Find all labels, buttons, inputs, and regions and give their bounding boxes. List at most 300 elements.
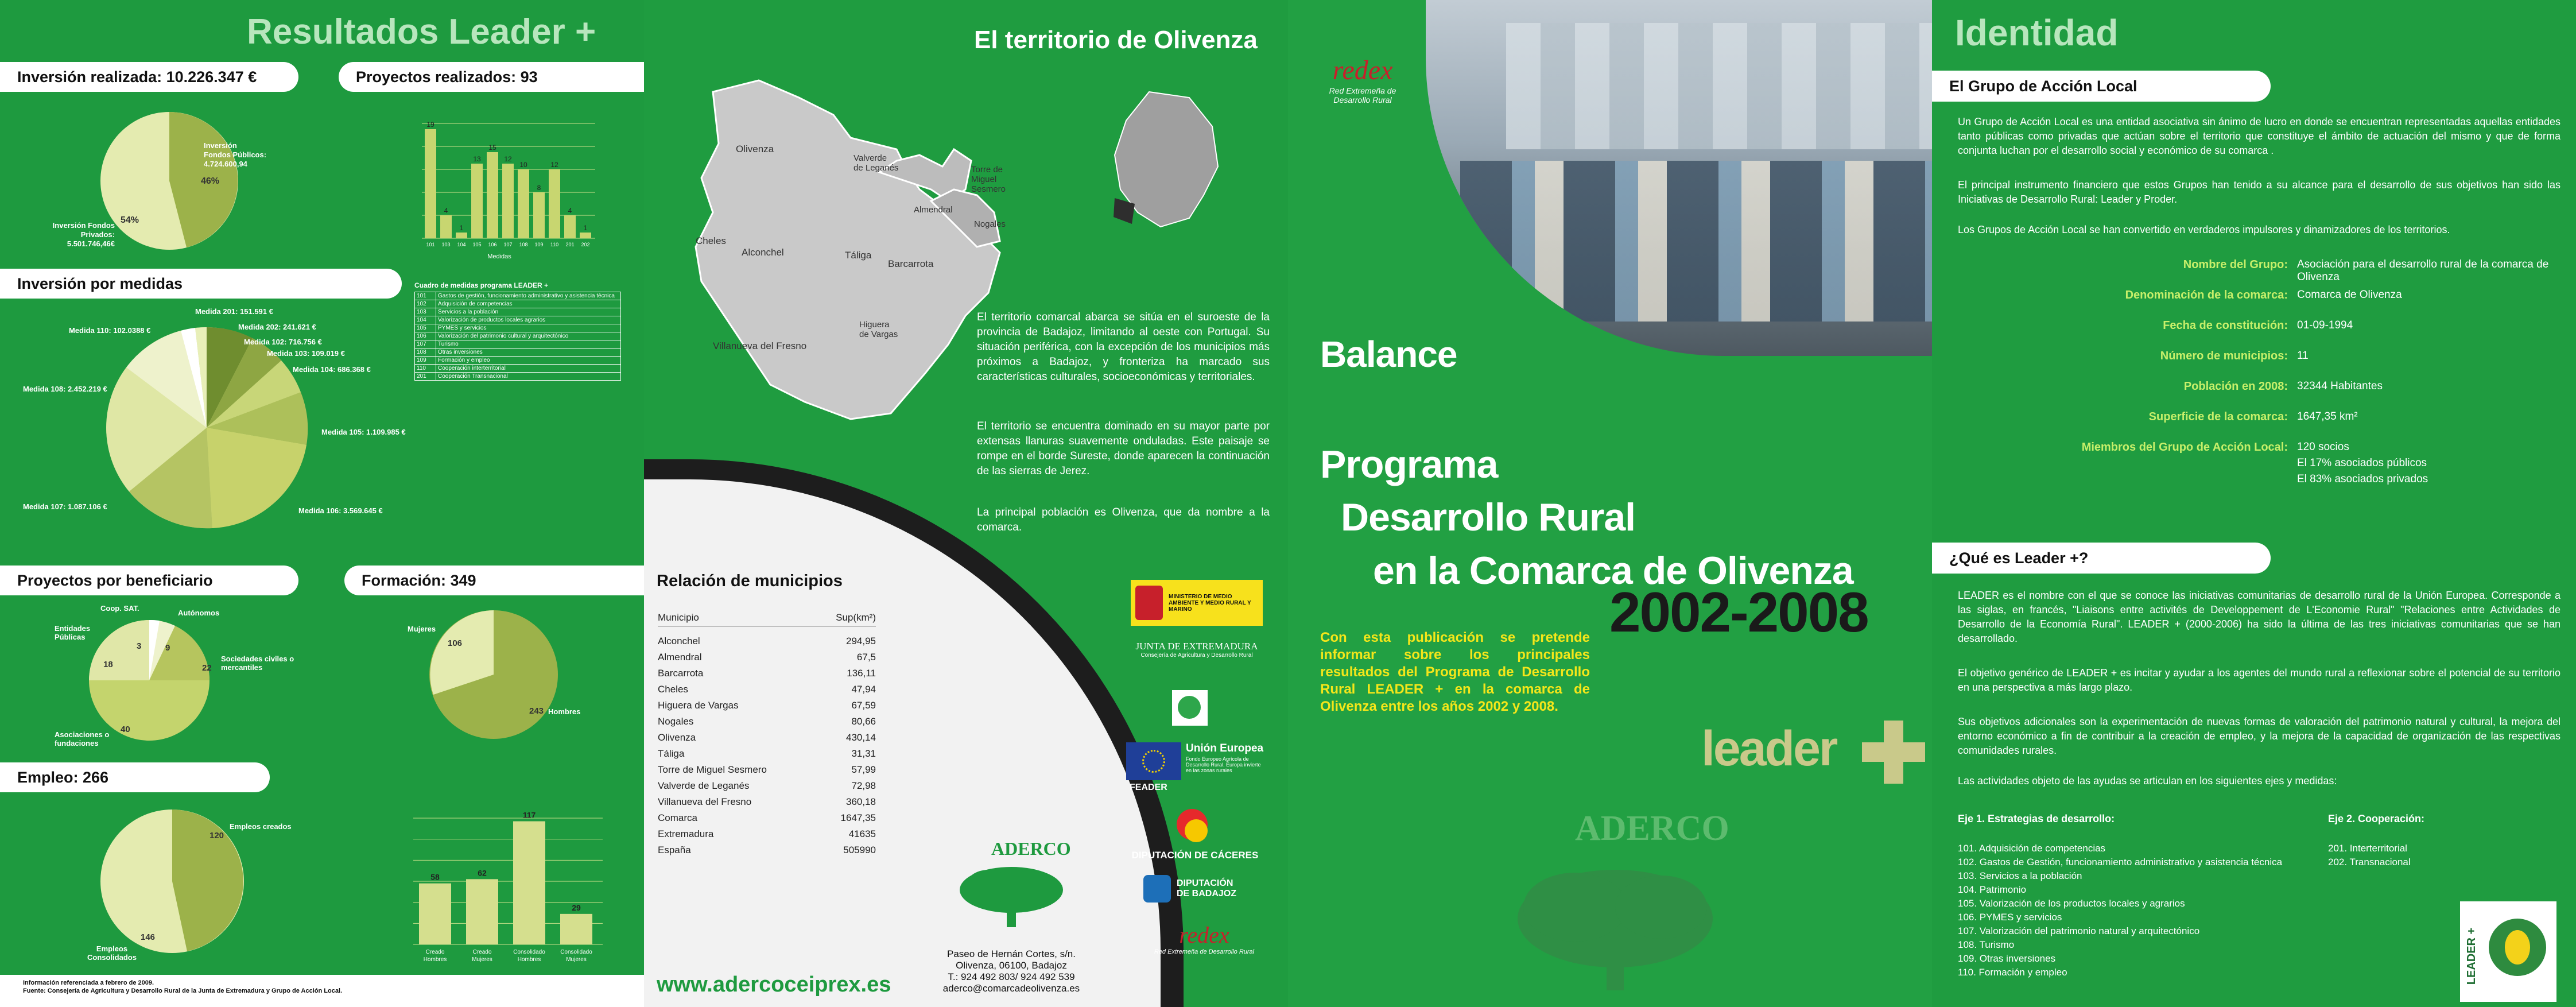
empleo-bar-value: 58 <box>430 872 440 882</box>
intro-text: Con esta publicación se pretende informar sobre los principales resultados del Programa de Desarrollo Rural LEADER + en la comarca de Olivenza entre los años 2002 y 2008. <box>1320 630 1590 714</box>
eje1-item: 110. Formación y empleo <box>1958 967 2067 978</box>
tree-big-icon <box>1512 850 1718 993</box>
cuadro-code: 110 <box>415 365 436 373</box>
cuadro-desc: Valorización del patrimonio cultural y arquitectónico <box>436 332 621 340</box>
municipios-table <box>658 610 876 858</box>
cuadro-desc: Gastos de gestión, funcionamiento administrativo y asistencia técnica <box>436 292 621 300</box>
cuadro-code: 106 <box>415 332 436 340</box>
empleo-bar-category: Hombres <box>423 956 447 963</box>
municipio-sup: 360,18 <box>846 796 876 807</box>
empleo-bar-value: 117 <box>522 810 536 820</box>
gal-para-3: Los Grupos de Acción Local se han convertido en verdaderos impulsores y dinamizadores de los territorios. <box>1958 224 2450 235</box>
municipio-row <box>658 649 876 665</box>
label-public-3: 4.724.600,94 <box>204 160 247 168</box>
municipio-sup: 57,99 <box>851 764 876 775</box>
ue-sub: Fondo Europeo Agrícola de Desarrollo Rural. Europa invierte en las zonas rurales <box>1186 756 1261 773</box>
bar-106 <box>487 152 498 238</box>
medida-102-label: Medida 102: 716.756 € <box>244 338 322 346</box>
municipio-sup: 136,11 <box>847 668 876 679</box>
cuadro-row <box>415 308 621 316</box>
caceres-logo-icon <box>1172 807 1212 847</box>
mujeres-label: Mujeres <box>408 625 436 633</box>
map-cheles: Cheles <box>696 235 726 246</box>
eje2-item: 202. Transnacional <box>2328 857 2411 867</box>
field-label: Superficie de la comarca: <box>2148 410 2288 423</box>
miembros-1: 120 socios <box>2297 441 2349 453</box>
junta-sub: Consejería de Agricultura y Desarrollo Rural <box>1140 652 1253 659</box>
medidas-title: Inversión por medidas <box>0 269 402 299</box>
cuadro-code: 101 <box>415 292 436 300</box>
medida-202-label: Medida 202: 241.621 € <box>238 323 316 331</box>
territorio-title: El territorio de Olivenza <box>974 26 1258 54</box>
pct-public: 46% <box>201 176 220 186</box>
panel-resultados <box>0 0 644 1007</box>
web-link[interactable]: www.adercoceiprex.es <box>657 973 891 997</box>
consolidados-value: 146 <box>141 932 156 942</box>
leader-logo-text: leader <box>1701 721 1837 776</box>
creados-value: 120 <box>210 831 224 841</box>
municipio-name: Alconchel <box>658 636 700 646</box>
empleo-bar-value: 62 <box>478 868 487 878</box>
municipio-row <box>658 665 876 681</box>
map-higuera-2: de Vargas <box>859 330 898 339</box>
eje1-item: 104. Patrimonio <box>1958 884 2027 895</box>
eje1-item: 105. Valorización de los productos locales y agrarios <box>1958 898 2185 909</box>
eje2-item: 201. Interterritorial <box>2328 843 2407 854</box>
municipio-name: Barcarrota <box>658 668 704 679</box>
cuadro-code: 103 <box>415 308 436 316</box>
sociedades-value: 22 <box>202 663 212 673</box>
medida-201-label: Medida 201: 151.591 € <box>195 307 273 316</box>
gal-para-1: Un Grupo de Acción Local es una entidad asociativa sin ánimo de lucro en donde se encuentran representadas aquellas entidades tanto públicas como privadas que actúan sobre el territorio que constituye el ámbito de actuación del mismo y que de forma conjunta luchan por el desarrollo social y económico de su comarca . <box>1958 116 2561 156</box>
bar-107 <box>502 164 514 238</box>
identidad-title: Identidad <box>1955 12 2119 53</box>
cuadro-row <box>415 332 621 340</box>
hombres-label: Hombres <box>548 707 581 716</box>
empleo-bar-category: Creado <box>472 949 492 955</box>
label-public-2: Fondos Públicos: <box>204 150 267 159</box>
coop-value: 3 <box>137 641 142 651</box>
municipio-row <box>658 746 876 762</box>
col-sup: Sup(km²) <box>836 612 876 623</box>
address-3: T.: 924 492 803/ 924 492 539 <box>948 971 1075 982</box>
cuadro-row <box>415 340 621 348</box>
cuadro-medidas <box>414 281 621 381</box>
municipio-name: Comarca <box>658 812 697 823</box>
municipios-header <box>658 610 876 626</box>
junta-text: JUNTA DE EXTREMADURA <box>1135 641 1258 652</box>
gal-para-2: El principal instrumento financiero que estos Grupos han tenido a su alcance para el desarrollo de sus objetivos han sido las Iniciativas de Desarrollo Rural: Leader y Proder. <box>1958 179 2561 205</box>
municipio-row <box>658 778 876 794</box>
aderco-address <box>914 948 1109 994</box>
address-1: Paseo de Hernán Cortes, s/n. <box>947 948 1076 959</box>
municipio-sup: 430,14 <box>846 732 876 743</box>
beneficiario-title: Proyectos por beneficiario <box>0 566 298 595</box>
municipio-row <box>658 842 876 858</box>
redex-sub: Red Extremeña de Desarrollo Rural <box>1329 86 1396 104</box>
panel-identidad <box>1932 0 2576 1007</box>
municipio-row <box>658 633 876 649</box>
cuadro-row <box>415 324 621 332</box>
field-value: 11 <box>2297 350 2309 362</box>
map-taliga: Táliga <box>845 250 872 261</box>
field-label: Nombre del Grupo: <box>2183 258 2288 271</box>
ue-text: Unión Europea <box>1186 742 1264 754</box>
bar-108 <box>518 169 529 238</box>
spain-crest-icon <box>1135 586 1163 620</box>
empleo-bar-category: Consolidado <box>513 949 545 955</box>
slice-106 <box>207 428 307 528</box>
medidas-pie-chart <box>23 304 419 534</box>
programa-line-2: Desarrollo Rural <box>1341 495 1636 539</box>
bar-category: 104 <box>457 242 466 247</box>
field-label: Denominación de la comarca: <box>2125 289 2288 301</box>
empleo-bar <box>560 914 592 944</box>
panel-territorio <box>644 0 1288 1007</box>
eje1-list <box>1958 842 2314 979</box>
municipio-sup: 31,31 <box>851 748 876 759</box>
eje2-list <box>2328 842 2500 869</box>
map-barcarrota: Barcarrota <box>888 258 934 269</box>
bar-category: 101 <box>426 242 435 247</box>
leader-plus-icon <box>1862 721 1925 784</box>
cuadro-desc: Turismo <box>436 340 621 348</box>
logo-ministerio <box>1131 580 1263 626</box>
field-label: Fecha de constitución: <box>2163 319 2288 332</box>
municipio-name: Extremadura <box>658 828 714 839</box>
eje1-item: 109. Otras inversiones <box>1958 953 2056 964</box>
programa-line-3: en la Comarca de Olivenza <box>1373 549 1853 592</box>
map-torre-3: Sesmero <box>971 184 1006 194</box>
label-private: Inversión Fondos Privados: 5.501.746,46€ <box>52 221 115 248</box>
leader-circle-icon <box>2489 919 2546 976</box>
leader-para-1: LEADER es el nombre con el que se conoce las iniciativas comunitarias de desarrollo rural de la Unión Europea. Corresponde a las siglas, en francés, "Liaisons entre activités de Developpement de L'Economie Rural" "Relaciones entre Actividades de Desarrollo de la Economía Rural". LEADER + (2000-2006) ha sido la última de las tres iniciativas comunitarias que se han desarrollado. <box>1958 590 2561 644</box>
cuadro-desc: Servicios a la población <box>436 308 621 316</box>
municipio-name: Nogales <box>658 716 694 727</box>
tree-icon <box>954 861 1069 930</box>
col-municipio: Municipio <box>658 612 699 623</box>
creados-label: Empleos creados <box>230 822 292 831</box>
leader-para-4: Las actividades objeto de las ayudas se articulan en los siguientes ejes y medidas: <box>1958 775 2337 787</box>
municipio-sup: 41635 <box>848 828 876 839</box>
pct-private: 54% <box>121 215 139 225</box>
empleo-bar-category: Mujeres <box>472 956 492 963</box>
logo-dipbadajoz <box>1143 872 1258 906</box>
municipio-row <box>658 730 876 746</box>
label-public-1: Inversión <box>204 141 237 150</box>
eje1-item: 108. Turismo <box>1958 939 2015 950</box>
leader-side-logo <box>2460 901 2556 1002</box>
medida-105-label: Medida 105: 1.109.985 € <box>321 428 406 436</box>
field-label: Número de municipios: <box>2160 350 2288 362</box>
panel-portada <box>1288 0 1932 1007</box>
bar-value: 4 <box>444 207 448 215</box>
redex-small-sub: Red Extremeña de Desarrollo Rural <box>1154 948 1255 955</box>
bar-value: 4 <box>568 207 572 215</box>
cuadro-desc: Cooperación Transnacional <box>436 373 621 381</box>
inversion-title: Inversión realizada: 10.226.347 € <box>0 62 298 92</box>
bar-value: 10 <box>519 161 527 169</box>
municipio-row <box>658 810 876 826</box>
empleo-bar-category: Consolidado <box>560 949 592 955</box>
municipio-name: Valverde de Leganés <box>658 780 750 791</box>
asociaciones-value: 40 <box>121 725 130 734</box>
miembros-label: Miembros del Grupo de Acción Local: <box>2081 441 2288 454</box>
bar-103 <box>440 215 452 238</box>
map-higuera: Higuera <box>859 320 890 330</box>
cuadro-row <box>415 365 621 373</box>
cuadro-desc: Formación y empleo <box>436 357 621 365</box>
coop-label: Coop. SAT. <box>100 604 139 613</box>
municipio-name: Cheles <box>658 684 688 695</box>
map-valverde-2: de Leganés <box>854 163 899 173</box>
cuadro-title: Cuadro de medidas programa LEADER + <box>414 281 549 289</box>
eu-stars <box>1142 750 1165 773</box>
cuadro-row <box>415 373 621 381</box>
asociaciones-label: Asociaciones o fundaciones <box>55 730 110 747</box>
cuadro-code: 201 <box>415 373 436 381</box>
mujeres-value: 106 <box>448 638 463 648</box>
field-value: Comarca de Olivenza <box>2297 289 2402 301</box>
municipio-name: Torre de Miguel Sesmero <box>658 764 767 775</box>
inversion-pie-chart <box>86 103 304 264</box>
miembros-3: El 83% asociados privados <box>2297 473 2428 485</box>
map-villanueva: Villanueva del Fresno <box>713 340 807 351</box>
municipio-row <box>658 714 876 730</box>
eje1-item: 102. Gastos de Gestión, funcionamiento administrativo y asistencia técnica <box>1958 857 2283 867</box>
cuadro-desc: PYMES y servicios <box>436 324 621 332</box>
municipio-sup: 67,5 <box>856 652 876 663</box>
municipio-row <box>658 681 876 698</box>
bar-category: 110 <box>550 242 559 247</box>
bar-category: 201 <box>565 242 575 247</box>
medida-108-label: Medida 108: 2.452.219 € <box>23 385 107 393</box>
cuadro-code: 109 <box>415 357 436 365</box>
bar-category: 103 <box>441 242 451 247</box>
redex-text: redex <box>1332 55 1393 86</box>
municipio-sup: 67,59 <box>851 700 876 711</box>
leader-side-text: LEADER + <box>2465 927 2478 985</box>
bar-category: 105 <box>472 242 482 247</box>
proyectos-title: Proyectos realizados: 93 <box>339 62 644 92</box>
bar-value: 19 <box>426 121 434 129</box>
formacion-title: Formación: 349 <box>344 566 644 595</box>
map-almendral: Almendral <box>914 205 953 215</box>
field-label: Población en 2008: <box>2183 380 2288 393</box>
slice-creados <box>172 810 243 951</box>
municipio-row <box>658 826 876 842</box>
footnote-1: Información referenciada a febrero de 2009. <box>23 979 154 986</box>
medida-110-label: Medida 110: 102.0388 € <box>69 326 151 335</box>
empleo-bar-category: Creado <box>425 949 445 955</box>
bar-category: 106 <box>488 242 497 247</box>
bar-category: 109 <box>534 242 544 247</box>
hombres-value: 243 <box>529 706 544 716</box>
aderco-logo-text: ADERCO <box>991 838 1071 859</box>
eu-flag-icon <box>1126 742 1181 780</box>
bar-category: 107 <box>503 242 513 247</box>
sociedades-label: Sociedades civiles o mercantiles <box>221 654 294 672</box>
proyectos-bar-chart <box>413 109 603 264</box>
bar-201 <box>564 215 576 238</box>
cuadro-code: 105 <box>415 324 436 332</box>
bar-109 <box>533 192 545 238</box>
ministerio-text: MINISTERIO DE MEDIO AMBIENTE Y MEDIO RURAL Y MARINO <box>1169 593 1251 613</box>
empleo-bar <box>513 822 545 945</box>
aderco-big-text: ADERCO <box>1575 809 1729 848</box>
programa-line-1: Programa <box>1320 443 1498 486</box>
cuadro-code: 107 <box>415 340 436 348</box>
leader-mini-icon <box>1178 696 1201 719</box>
map-nogales: Nogales <box>974 219 1006 229</box>
address-4[interactable]: aderco@comarcadeolivenza.es <box>942 983 1080 994</box>
empleo-bar <box>419 884 451 944</box>
eje1-item: 103. Servicios a la población <box>1958 870 2082 881</box>
leader-para-3: Sus objetivos adicionales son la experimentación de nuevas formas de valoración del patrimonio natural y cultural, la mejora del entorno económico a fin de contribuir a la creación de empleo, y la mejora de la capacidad de organización de las respectivas comunidades rurales. <box>1958 716 2561 756</box>
miembros-2: El 17% asociados públicos <box>2297 457 2427 469</box>
leader-title: ¿Qué es Leader +? <box>1932 543 2271 574</box>
medida-107-label: Medida 107: 1.087.106 € <box>23 502 107 511</box>
map-torre: Torre de <box>971 165 1003 175</box>
municipio-name: Almendral <box>658 652 702 663</box>
field-value: Asociación para el desarrollo rural de la comarca de Olivenza <box>2297 258 2549 283</box>
cuadro-code: 108 <box>415 348 436 357</box>
consolidados-label: Empleos Consolidados <box>87 944 137 962</box>
municipio-name: Táliga <box>658 748 685 759</box>
bar-value: 12 <box>550 161 558 169</box>
footnote-2: Fuente: Consejería de Agricultura y Desarrollo Rural de la Junta de Extremadura y Grupo de Acción Local. <box>23 987 343 994</box>
eje1-item: 106. PYMES y servicios <box>1958 912 2062 923</box>
municipio-sup: 80,66 <box>851 716 876 727</box>
bar-104 <box>456 233 467 238</box>
cuadro-row <box>415 300 621 308</box>
autonomos-value: 9 <box>165 643 170 653</box>
extremadura-inset-map <box>1103 86 1224 235</box>
factory-photo <box>1426 0 1932 356</box>
municipio-sup: 1647,35 <box>840 812 876 823</box>
municipio-sup: 47,94 <box>851 684 876 695</box>
bar-value: 8 <box>537 184 541 192</box>
dipcaceres-text: DIPUTACIÓN DE CÁCERES <box>1131 850 1259 861</box>
years-title: 2002-2008 <box>1609 580 1868 644</box>
municipio-sup: 294,95 <box>846 636 876 646</box>
field-value: 1647,35 km² <box>2297 410 2358 423</box>
eje1-item: 101. Adquisición de competencias <box>1958 843 2106 854</box>
bar-value: 13 <box>473 155 481 163</box>
medida-103-label: Medida 103: 109.019 € <box>267 349 345 358</box>
bar-value: 1 <box>583 224 588 232</box>
dipbadajoz-text: DIPUTACIÓN DE BADAJOZ <box>1177 878 1237 898</box>
photo-workers <box>1460 161 1932 322</box>
territorio-para-3: La principal población es Olivenza, que da nombre a la comarca. <box>977 506 1270 533</box>
empleo-bar <box>466 879 498 944</box>
municipio-name: España <box>658 845 691 855</box>
municipio-row <box>658 698 876 714</box>
territorio-para-2: El territorio se encuentra dominado en su mayor parte por extensas llanuras suavemente onduladas. Este paisaje se rompe en el borde Sureste, donde aparecen la continuación de las sierras de Jerez. <box>977 420 1270 477</box>
relacion-title: Relación de municipios <box>657 572 843 590</box>
eje2-title: Eje 2. Cooperación: <box>2328 813 2425 824</box>
field-value: 01-09-1994 <box>2297 319 2353 331</box>
leader-side-wrap <box>2464 913 2481 999</box>
cuadro-row <box>415 348 621 357</box>
municipio-row <box>658 762 876 778</box>
bar-110 <box>549 169 560 238</box>
municipios-rows <box>658 633 876 858</box>
cuadro-desc: Otras inversiones <box>436 348 621 357</box>
plus-h <box>1862 742 1925 762</box>
cuadro-code: 104 <box>415 316 436 324</box>
bar-101 <box>425 129 436 238</box>
bar-105 <box>471 164 483 238</box>
map-valverde: Valverde <box>854 153 887 163</box>
medida-106-label: Medida 106: 3.569.645 € <box>298 506 383 515</box>
leader-circle-inner <box>2505 930 2530 965</box>
empleo-bar-chart <box>413 810 608 973</box>
formacion-pie-chart <box>402 600 591 749</box>
aderco-logo-small <box>954 827 1069 942</box>
badajoz-icon <box>1143 875 1171 903</box>
photo-ceiling <box>1506 23 1932 149</box>
cuadro-code: 102 <box>415 300 436 308</box>
empleo-bar-category: Hombres <box>517 956 541 963</box>
bar-category: 108 <box>519 242 528 247</box>
cuadro-row <box>415 292 621 300</box>
leader-para-2: El objetivo genérico de LEADER + es incitar y ayudar a los agentes del mundo rural a reflexionar sobre el potencial de su territorio en una perspectiva a más largo plazo. <box>1958 667 2561 693</box>
cuadro-table <box>414 292 621 381</box>
municipio-name: Higuera de Vargas <box>658 700 739 711</box>
map-torre-2: Miguel <box>971 175 997 184</box>
medida-104-label: Medida 104: 686.368 € <box>293 365 371 374</box>
cuadro-row <box>415 316 621 324</box>
eje1-item: 107. Valorización del patrimonio natural y arquitectónico <box>1958 925 2200 936</box>
bar-value: 15 <box>488 144 496 152</box>
logo-ue <box>1126 742 1264 794</box>
autonomos-label: Autónomos <box>178 609 220 617</box>
logo-junta <box>1131 641 1263 659</box>
balance-title: Balance <box>1320 334 1457 375</box>
map-olivenza: Olivenza <box>736 144 774 154</box>
caceres-circle-2 <box>1185 819 1208 842</box>
cuadro-desc: Valorización de productos locales agrarios <box>436 316 621 324</box>
logo-redex-small <box>1153 921 1256 955</box>
redex-small-text: redex <box>1179 922 1229 948</box>
empleo-title: Empleo: 266 <box>0 762 270 792</box>
bar-category: 202 <box>581 242 590 247</box>
field-value: 32344 Habitantes <box>2297 380 2383 392</box>
feader-text: FEADER <box>1130 783 1167 792</box>
gal-title: El Grupo de Acción Local <box>1932 71 2271 102</box>
entidades-value: 18 <box>103 660 113 669</box>
map-alconchel: Alconchel <box>742 247 784 258</box>
territorio-para-1: El territorio comarcal abarca se sitúa en el suroeste de la provincia de Badajoz, limitando al oeste con Portugal. Su situación periférica, con la excepción de los municipios más próximos a Badajoz, y fronteriza ha marcado sus características culturales, socioeconómicas y territoriales. <box>977 311 1270 383</box>
municipio-name: Villanueva del Fresno <box>658 796 752 807</box>
footnote-box <box>0 975 644 1007</box>
municipio-name: Olivenza <box>658 732 696 743</box>
address-2: Olivenza, 06100, Badajoz <box>956 960 1067 971</box>
proyectos-xlabel: Medidas <box>487 253 511 260</box>
entidades-label: Entidades Públicas <box>55 624 91 641</box>
bar-202 <box>580 233 591 238</box>
panel-title: Resultados Leader + <box>247 12 596 52</box>
municipio-sup: 505990 <box>843 845 876 855</box>
cuadro-desc: Cooperación interterritorial <box>436 365 621 373</box>
empleo-bar-value: 29 <box>572 903 581 912</box>
empleo-bar-category: Mujeres <box>566 956 587 963</box>
cuadro-desc: Adquisición de competencias <box>436 300 621 308</box>
bar-value: 1 <box>459 224 464 232</box>
aderco-logo-big <box>1512 798 1729 993</box>
bar-value: 12 <box>504 155 512 163</box>
